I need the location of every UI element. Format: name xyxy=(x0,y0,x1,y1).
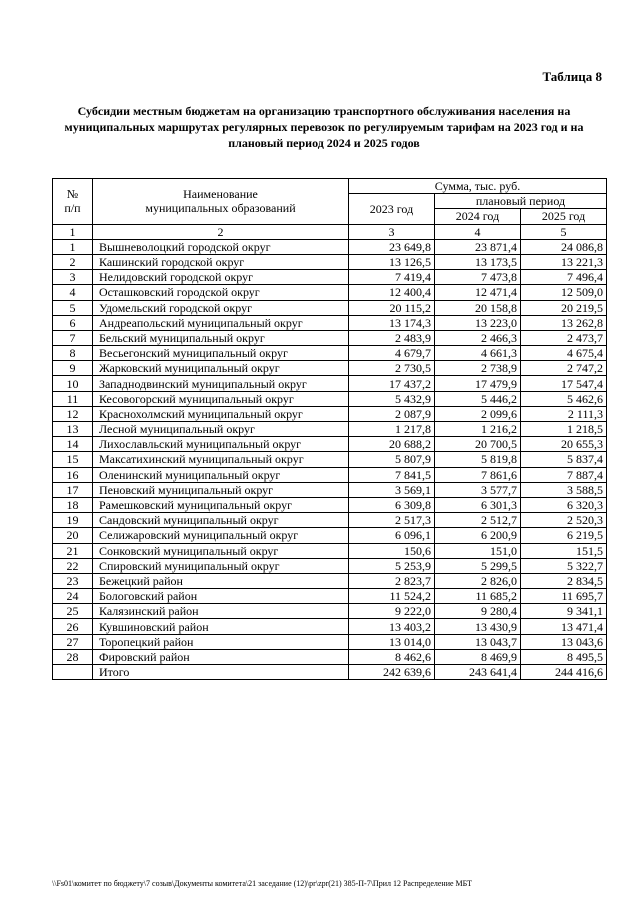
amount-2025: 2 834,5 xyxy=(521,573,607,588)
row-number: 7 xyxy=(53,330,93,345)
amount-2024: 2 738,9 xyxy=(435,361,521,376)
amount-2025: 20 219,5 xyxy=(521,300,607,315)
amount-2023: 5 253,9 xyxy=(349,558,435,573)
municipality-name: Краснохолмский муниципальный округ xyxy=(93,406,349,421)
municipality-name: Жарковский муниципальный округ xyxy=(93,361,349,376)
municipality-name: Весьегонский муниципальный округ xyxy=(93,346,349,361)
amount-2024: 9 280,4 xyxy=(435,604,521,619)
table-row xyxy=(53,619,607,634)
row-number: 12 xyxy=(53,406,93,421)
column-index: 4 xyxy=(435,224,521,239)
row-number: 20 xyxy=(53,528,93,543)
row-number: 22 xyxy=(53,558,93,573)
amount-2024: 2 512,7 xyxy=(435,513,521,528)
municipality-name: Вышневолоцкий городской округ xyxy=(93,239,349,254)
table-row xyxy=(53,437,607,452)
table-row xyxy=(53,573,607,588)
table-row xyxy=(53,422,607,437)
municipality-name: Бельский муниципальный округ xyxy=(93,330,349,345)
amount-2023: 9 222,0 xyxy=(349,604,435,619)
table-row xyxy=(53,361,607,376)
header-name: Наименование муниципальных образований xyxy=(93,179,349,225)
municipality-name: Оленинский муниципальный округ xyxy=(93,467,349,482)
table-body xyxy=(53,239,607,664)
municipality-name: Максатихинский муниципальный округ xyxy=(93,452,349,467)
amount-2023: 13 014,0 xyxy=(349,634,435,649)
header-planned: плановый период xyxy=(435,194,607,209)
amount-2023: 17 437,2 xyxy=(349,376,435,391)
row-number: 6 xyxy=(53,315,93,330)
municipality-name: Сонковский муниципальный округ xyxy=(93,543,349,558)
total-label: Итого xyxy=(93,665,349,680)
row-number: 4 xyxy=(53,285,93,300)
table-row xyxy=(53,528,607,543)
amount-2025: 17 547,4 xyxy=(521,376,607,391)
row-number: 25 xyxy=(53,604,93,619)
amount-2023: 13 403,2 xyxy=(349,619,435,634)
municipality-name: Лихославльский муниципальный округ xyxy=(93,437,349,452)
amount-2025: 5 837,4 xyxy=(521,452,607,467)
municipality-name: Фировский район xyxy=(93,649,349,664)
amount-2025: 24 086,8 xyxy=(521,239,607,254)
document-title xyxy=(40,103,608,151)
amount-2024: 12 471,4 xyxy=(435,285,521,300)
amount-2024: 2 466,3 xyxy=(435,330,521,345)
amount-2024: 11 685,2 xyxy=(435,589,521,604)
table-row xyxy=(53,634,607,649)
table-row xyxy=(53,649,607,664)
header-2025: 2025 год xyxy=(521,209,607,224)
amount-2024: 23 871,4 xyxy=(435,239,521,254)
amount-2024: 1 216,2 xyxy=(435,422,521,437)
row-number: 10 xyxy=(53,376,93,391)
amount-2025: 2 520,3 xyxy=(521,513,607,528)
subsidy-table xyxy=(52,178,607,680)
amount-2023: 3 569,1 xyxy=(349,482,435,497)
total-2025: 244 416,6 xyxy=(521,665,607,680)
amount-2024: 13 223,0 xyxy=(435,315,521,330)
amount-2023: 150,6 xyxy=(349,543,435,558)
row-number: 1 xyxy=(53,239,93,254)
row-number: 11 xyxy=(53,391,93,406)
amount-2025: 20 655,3 xyxy=(521,437,607,452)
municipality-name: Нелидовский городской округ xyxy=(93,270,349,285)
amount-2025: 4 675,4 xyxy=(521,346,607,361)
amount-2024: 7 861,6 xyxy=(435,467,521,482)
header-2024: 2024 год xyxy=(435,209,521,224)
amount-2024: 151,0 xyxy=(435,543,521,558)
amount-2023: 6 096,1 xyxy=(349,528,435,543)
municipality-name: Осташковский городской округ xyxy=(93,285,349,300)
municipality-name: Лесной муниципальный округ xyxy=(93,422,349,437)
amount-2023: 12 400,4 xyxy=(349,285,435,300)
municipality-name: Бологовский район xyxy=(93,589,349,604)
table-number-label: Таблица 8 xyxy=(542,69,602,84)
amount-2024: 13 043,7 xyxy=(435,634,521,649)
table-row xyxy=(53,346,607,361)
municipality-name: Бежецкий район xyxy=(93,573,349,588)
row-number: 8 xyxy=(53,346,93,361)
total-number-cell xyxy=(53,665,93,680)
table-row xyxy=(53,406,607,421)
municipality-name: Спировский муниципальный округ xyxy=(93,558,349,573)
municipality-name: Кувшиновский район xyxy=(93,619,349,634)
title-line: муниципальных маршрутах регулярных перевозок по регулируемым тарифам на 2023 год и на xyxy=(64,120,584,134)
amount-2023: 2 087,9 xyxy=(349,406,435,421)
row-number: 21 xyxy=(53,543,93,558)
table-row xyxy=(53,589,607,604)
amount-2025: 13 221,3 xyxy=(521,254,607,269)
amount-2024: 2 099,6 xyxy=(435,406,521,421)
amount-2025: 13 262,8 xyxy=(521,315,607,330)
amount-2024: 8 469,9 xyxy=(435,649,521,664)
table-row xyxy=(53,558,607,573)
amount-2024: 5 446,2 xyxy=(435,391,521,406)
amount-2024: 3 577,7 xyxy=(435,482,521,497)
amount-2023: 5 807,9 xyxy=(349,452,435,467)
municipality-name: Пеновский муниципальный округ xyxy=(93,482,349,497)
column-index: 1 xyxy=(53,224,93,239)
municipality-name: Рамешковский муниципальный округ xyxy=(93,497,349,512)
amount-2025: 151,5 xyxy=(521,543,607,558)
row-number: 24 xyxy=(53,589,93,604)
amount-2025: 6 320,3 xyxy=(521,497,607,512)
title-line: Субсидии местным бюджетам на организацию транспортного обслуживания населения на xyxy=(77,104,571,118)
amount-2024: 7 473,8 xyxy=(435,270,521,285)
table-row xyxy=(53,300,607,315)
column-index: 3 xyxy=(349,224,435,239)
table-row xyxy=(53,315,607,330)
municipality-name: Удомельский городской округ xyxy=(93,300,349,315)
municipality-name: Кесовогорский муниципальный округ xyxy=(93,391,349,406)
amount-2025: 2 473,7 xyxy=(521,330,607,345)
amount-2025: 9 341,1 xyxy=(521,604,607,619)
table-row xyxy=(53,285,607,300)
amount-2023: 20 688,2 xyxy=(349,437,435,452)
municipality-name: Калязинский район xyxy=(93,604,349,619)
total-2023: 242 639,6 xyxy=(349,665,435,680)
table-row xyxy=(53,482,607,497)
table-row xyxy=(53,254,607,269)
amount-2024: 20 158,8 xyxy=(435,300,521,315)
amount-2024: 13 430,9 xyxy=(435,619,521,634)
amount-2023: 13 126,5 xyxy=(349,254,435,269)
amount-2025: 6 219,5 xyxy=(521,528,607,543)
row-number: 27 xyxy=(53,634,93,649)
amount-2024: 4 661,3 xyxy=(435,346,521,361)
row-number: 19 xyxy=(53,513,93,528)
total-2024: 243 641,4 xyxy=(435,665,521,680)
amount-2023: 8 462,6 xyxy=(349,649,435,664)
amount-2024: 5 819,8 xyxy=(435,452,521,467)
row-number: 3 xyxy=(53,270,93,285)
table-row xyxy=(53,239,607,254)
table-row xyxy=(53,376,607,391)
column-index: 5 xyxy=(521,224,607,239)
amount-2023: 5 432,9 xyxy=(349,391,435,406)
table-row xyxy=(53,604,607,619)
row-number: 15 xyxy=(53,452,93,467)
amount-2023: 6 309,8 xyxy=(349,497,435,512)
file-path-footer: \\Fs01\комитет по бюджету\7 созыв\Документы комитета\21 заседание (12)\pr\zpr(21) 385-П-7\Прил 12 Распределение МБТ xyxy=(52,879,473,888)
amount-2023: 2 483,9 xyxy=(349,330,435,345)
municipality-name: Андреапольский муниципальный округ xyxy=(93,315,349,330)
amount-2025: 8 495,5 xyxy=(521,649,607,664)
amount-2023: 1 217,8 xyxy=(349,422,435,437)
amount-2025: 7 887,4 xyxy=(521,467,607,482)
municipality-name: Селижаровский муниципальный округ xyxy=(93,528,349,543)
amount-2025: 2 111,3 xyxy=(521,406,607,421)
table-row xyxy=(53,270,607,285)
header-number: № п/п xyxy=(53,179,93,225)
amount-2025: 3 588,5 xyxy=(521,482,607,497)
table-row xyxy=(53,513,607,528)
amount-2025: 13 043,6 xyxy=(521,634,607,649)
total-row xyxy=(53,665,607,680)
amount-2025: 12 509,0 xyxy=(521,285,607,300)
amount-2024: 6 301,3 xyxy=(435,497,521,512)
municipality-name: Торопецкий район xyxy=(93,634,349,649)
municipality-name: Западнодвинский муниципальный округ xyxy=(93,376,349,391)
row-number: 14 xyxy=(53,437,93,452)
amount-2024: 5 299,5 xyxy=(435,558,521,573)
row-number: 2 xyxy=(53,254,93,269)
table-row xyxy=(53,543,607,558)
amount-2024: 17 479,9 xyxy=(435,376,521,391)
table-row xyxy=(53,391,607,406)
amount-2024: 13 173,5 xyxy=(435,254,521,269)
amount-2024: 6 200,9 xyxy=(435,528,521,543)
amount-2025: 5 322,7 xyxy=(521,558,607,573)
amount-2024: 20 700,5 xyxy=(435,437,521,452)
row-number: 13 xyxy=(53,422,93,437)
amount-2023: 4 679,7 xyxy=(349,346,435,361)
table-row xyxy=(53,452,607,467)
table-row xyxy=(53,330,607,345)
row-number: 28 xyxy=(53,649,93,664)
amount-2024: 2 826,0 xyxy=(435,573,521,588)
row-number: 23 xyxy=(53,573,93,588)
amount-2025: 7 496,4 xyxy=(521,270,607,285)
row-number: 26 xyxy=(53,619,93,634)
amount-2023: 7 841,5 xyxy=(349,467,435,482)
amount-2025: 5 462,6 xyxy=(521,391,607,406)
amount-2025: 13 471,4 xyxy=(521,619,607,634)
header-2023: 2023 год xyxy=(349,194,435,224)
amount-2023: 2 517,3 xyxy=(349,513,435,528)
row-number: 16 xyxy=(53,467,93,482)
column-index: 2 xyxy=(93,224,349,239)
title-line: плановый период 2024 и 2025 годов xyxy=(228,136,420,150)
row-number: 9 xyxy=(53,361,93,376)
amount-2023: 13 174,3 xyxy=(349,315,435,330)
amount-2023: 2 823,7 xyxy=(349,573,435,588)
amount-2025: 2 747,2 xyxy=(521,361,607,376)
amount-2025: 11 695,7 xyxy=(521,589,607,604)
municipality-name: Сандовский муниципальный округ xyxy=(93,513,349,528)
amount-2023: 23 649,8 xyxy=(349,239,435,254)
amount-2023: 11 524,2 xyxy=(349,589,435,604)
header-sum: Сумма, тыс. руб. xyxy=(349,179,607,194)
amount-2023: 2 730,5 xyxy=(349,361,435,376)
municipality-name: Кашинский городской округ xyxy=(93,254,349,269)
row-number: 18 xyxy=(53,497,93,512)
amount-2025: 1 218,5 xyxy=(521,422,607,437)
row-number: 17 xyxy=(53,482,93,497)
row-number: 5 xyxy=(53,300,93,315)
amount-2023: 20 115,2 xyxy=(349,300,435,315)
amount-2023: 7 419,4 xyxy=(349,270,435,285)
table-row xyxy=(53,467,607,482)
table-row xyxy=(53,497,607,512)
